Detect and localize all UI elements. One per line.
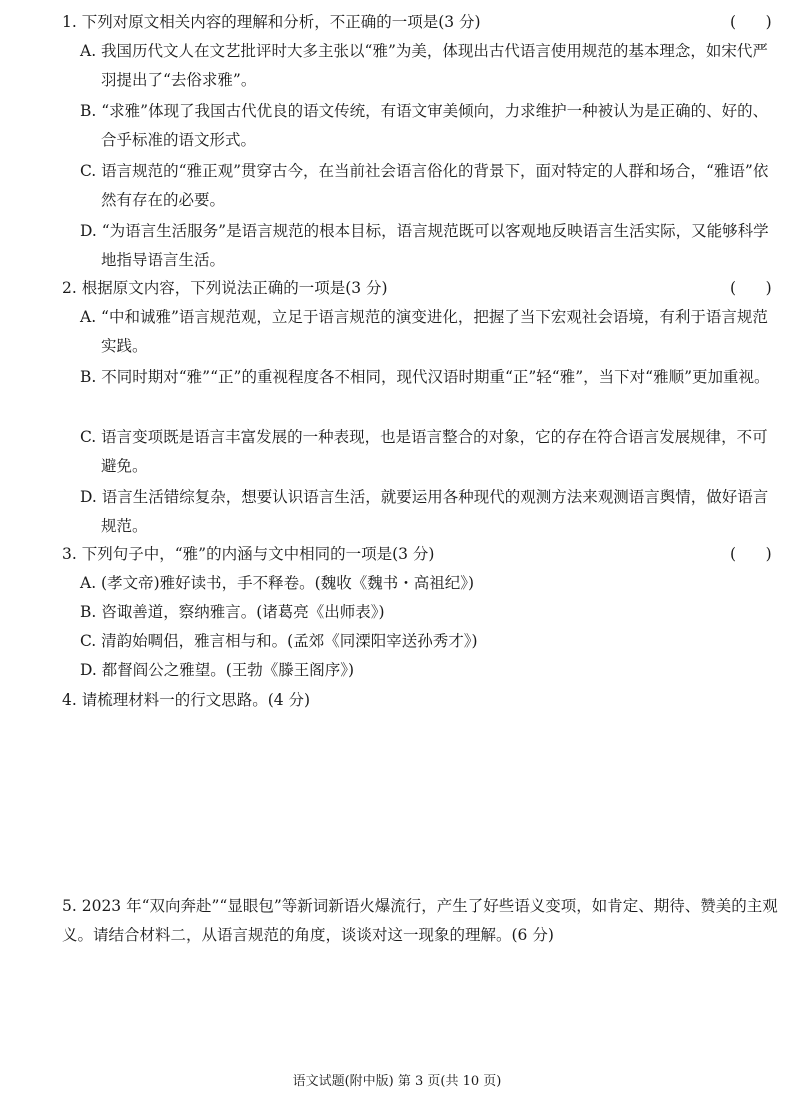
question-2-stem: 2. 根据原文内容，下列说法正确的一项是(3 分) bbox=[62, 279, 388, 297]
question-3-option-d: D. 都督阎公之雅望。(王勃《滕王阁序》) bbox=[80, 661, 355, 679]
question-1-option-d: D. “为语言生活服务”是语言规范的根本目标，语言规范既可以客观地反映语言生活实际，又能够科学地指导语言生活。 bbox=[80, 222, 769, 269]
question-1-option-b: B. “求雅”体现了我国古代优良的语文传统，有语文审美倾向，力求维护一种被认为是正确的、好的、合乎标准的语文形式。 bbox=[80, 102, 769, 149]
question-3-stem: 3. 下列句子中，“雅”的内涵与文中相同的一项是(3 分) bbox=[62, 545, 435, 563]
question-2-answer-bracket: ( ) bbox=[730, 279, 772, 297]
page-footer: 语文试题(附中版) 第 3 页(共 10 页) bbox=[292, 1074, 502, 1089]
question-5-answer-space bbox=[62, 952, 762, 1062]
question-2-option-c: C. 语言变项既是语言丰富发展的一种表现，也是语言整合的对象，它的存在符合语言发展规律，不可避免。 bbox=[80, 428, 768, 475]
question-5-stem: 5. 2023 年“双向奔赴”“显眼包”等新词新语火爆流行，产生了好些语义变项，如肯定、期待、赞美的主观义。请结合材料二，从语言规范的角度，谈谈对这一现象的理解。(6 分) bbox=[62, 897, 778, 944]
question-3-option-a: A. (孝文帝)雅好读书，手不释卷。(魏收《魏书・高祖纪》) bbox=[80, 574, 474, 592]
question-1-option-c: C. 语言规范的“雅正观”贯穿古今，在当前社会语言俗化的背景下，面对特定的人群和场合，“雅语”依然有存在的必要。 bbox=[80, 162, 769, 209]
question-4-answer-space bbox=[62, 716, 762, 866]
question-2-option-a: A. “中和诚雅”语言规范观，立足于语言规范的演变进化，把握了当下宏观社会语境，有利于语言规范实践。 bbox=[80, 308, 768, 355]
question-3-option-b: B. 咨诹善道，察纳雅言。(诸葛亮《出师表》) bbox=[80, 603, 385, 621]
question-1-option-a: A. 我国历代文人在文艺批评时大多主张以“雅”为美，体现出古代语言使用规范的基本理念，如宋代严羽提出了“去俗求雅”。 bbox=[80, 42, 768, 89]
question-2-option-b: B. 不同时期对“雅”“正”的重视程度各不相同，现代汉语时期重“正”轻“雅”，当下对“雅顺”更加重视。 bbox=[80, 368, 770, 386]
question-1-stem: 1. 下列对原文相关内容的理解和分析，不正确的一项是(3 分) bbox=[62, 13, 481, 31]
question-3-answer-bracket: ( ) bbox=[730, 545, 772, 563]
question-4-stem: 4. 请梳理材料一的行文思路。(4 分) bbox=[62, 691, 311, 709]
question-2-option-d: D. 语言生活错综复杂，想要认识语言生活，就要运用各种现代的观测方法来观测语言舆情，做好语言规范。 bbox=[80, 488, 769, 535]
question-1-answer-bracket: ( ) bbox=[730, 13, 772, 31]
question-3-option-c: C. 清韵始啁侣，雅言相与和。(孟郊《同溧阳宰送孙秀才》) bbox=[80, 632, 478, 650]
